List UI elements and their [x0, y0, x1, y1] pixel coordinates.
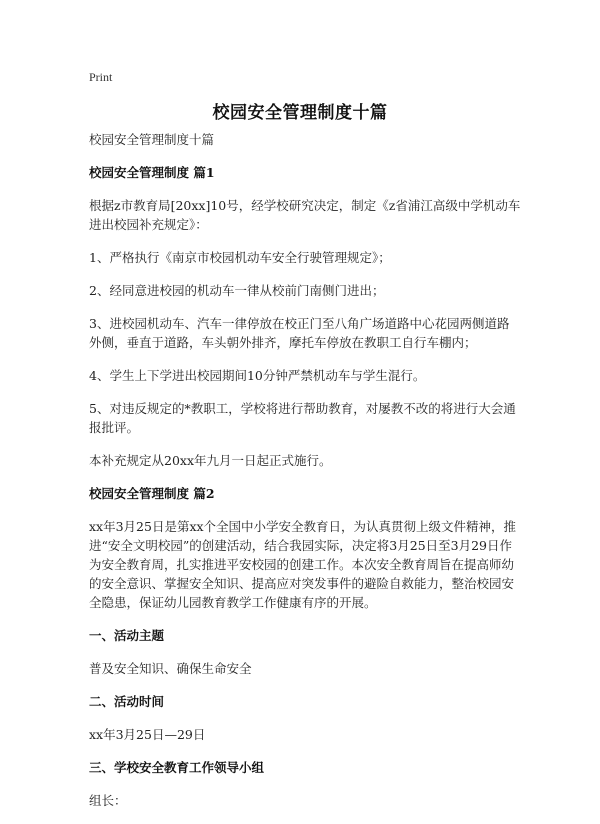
time-heading: 二、活动时间 [89, 694, 165, 709]
time-text: xx年3月25日—29日 [89, 727, 206, 742]
theme-text: 普及安全知识、确保生命安全 [89, 661, 252, 676]
document-body [89, 130, 521, 824]
rule-item-4: 4、学生上下学进出校园期间10分钟严禁机动车与学生混行。 [89, 368, 426, 383]
document-subtitle: 校园安全管理制度十篇 [89, 132, 215, 147]
section2-intro: xx年3月25日是第xx个全国中小学安全教育日，为认真贯彻上级文件精神，推进“安全文明校园”的创建活动，结合我园实际，决定将3月25日至3月29日作为安全教育周，扎实推进平安校园的创建工作。本次安全教育周旨在提高师幼的安全意识、掌握安全知识、提高应对突发事件的避险自救能力，整治校园安全隐患，保证幼儿园教育教学工作健康有序的开展。 [89, 519, 517, 610]
leadership-group-heading: 三、学校安全教育工作领导小组 [89, 760, 265, 775]
rule-item-3: 3、进校园机动车、汽车一律停放在校正门至八角广场道路中心花园两侧道路外侧，垂直于道路，车头朝外排齐，摩托车停放在教职工自行车棚内； [89, 316, 510, 350]
rule-item-1: 1、严格执行《南京市校园机动车安全行驶管理规定》； [89, 250, 391, 265]
effective-date-paragraph: 本补充规定从20xx年九月一日起正式施行。 [89, 453, 332, 468]
print-label[interactable]: Print [89, 70, 113, 84]
rule-item-2: 2、经同意进校园的机动车一律从校前门南侧门进出； [89, 283, 385, 298]
group-leader-text: 组长： [89, 793, 127, 808]
section-heading-2: 校园安全管理制度 篇2 [89, 486, 215, 501]
rule-item-5: 5、对违反规定的*教职工，学校将进行帮助教育，对屡教不改的将进行大会通报批评。 [89, 401, 516, 435]
document-title: 校园安全管理制度十篇 [212, 103, 388, 123]
theme-heading: 一、活动主题 [89, 628, 165, 643]
section-heading-1: 校园安全管理制度 篇1 [89, 165, 215, 180]
section1-intro: 根据z市教育局[20xx]10号，经学校研究决定，制定《z省浦江高级中学机动车进出校园补充规定》： [89, 198, 521, 232]
